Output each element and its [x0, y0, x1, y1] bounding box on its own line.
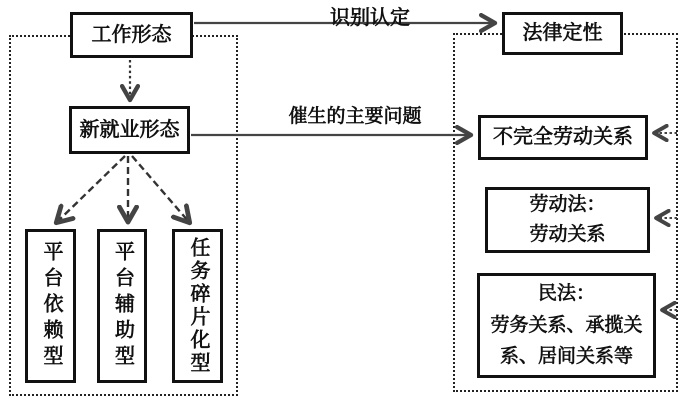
box-platform-assisted: [97, 229, 147, 383]
box-labor-law: [485, 187, 650, 253]
box-incomplete-labor-relation: [478, 115, 648, 160]
box-new-employment-form-label: 新就业形态: [79, 118, 180, 141]
box-task-fragmented-label: 任务碎片化型: [187, 237, 209, 375]
civil-law-line3: 系、居间关系等: [499, 346, 633, 368]
box-civil-law-text: [490, 278, 642, 374]
labor-law-line2: 劳动关系: [529, 224, 606, 245]
civil-law-line2: 劳务关系、承揽关: [490, 314, 643, 336]
arrow-to-task-fragmented: [132, 156, 189, 222]
box-task-fragmented: [172, 229, 223, 383]
box-incomplete-labor-relation-label: 不完全劳动关系: [493, 126, 633, 148]
box-civil-law: [477, 273, 656, 378]
arrow-to-platform-dependent: [57, 156, 125, 222]
box-platform-assisted-label: 平台辅助型: [111, 241, 134, 371]
box-work-form: [70, 12, 193, 58]
arrow-label-identify: 识别认定: [330, 7, 410, 29]
civil-law-line1: 民法：: [537, 282, 595, 304]
box-platform-dependent-label: 平台依赖型: [40, 241, 62, 371]
box-work-form-label: 工作形态: [91, 23, 172, 46]
box-legal-characterization: [502, 12, 623, 55]
box-new-employment-form: [69, 106, 190, 154]
labor-law-line1: 劳动法：: [529, 193, 606, 215]
box-labor-law-text: [529, 190, 605, 251]
box-legal-characterization-label: 法律定性: [522, 22, 603, 44]
arrow-label-main-problems: 催生的主要问题: [288, 106, 422, 127]
box-platform-dependent: [25, 229, 76, 383]
